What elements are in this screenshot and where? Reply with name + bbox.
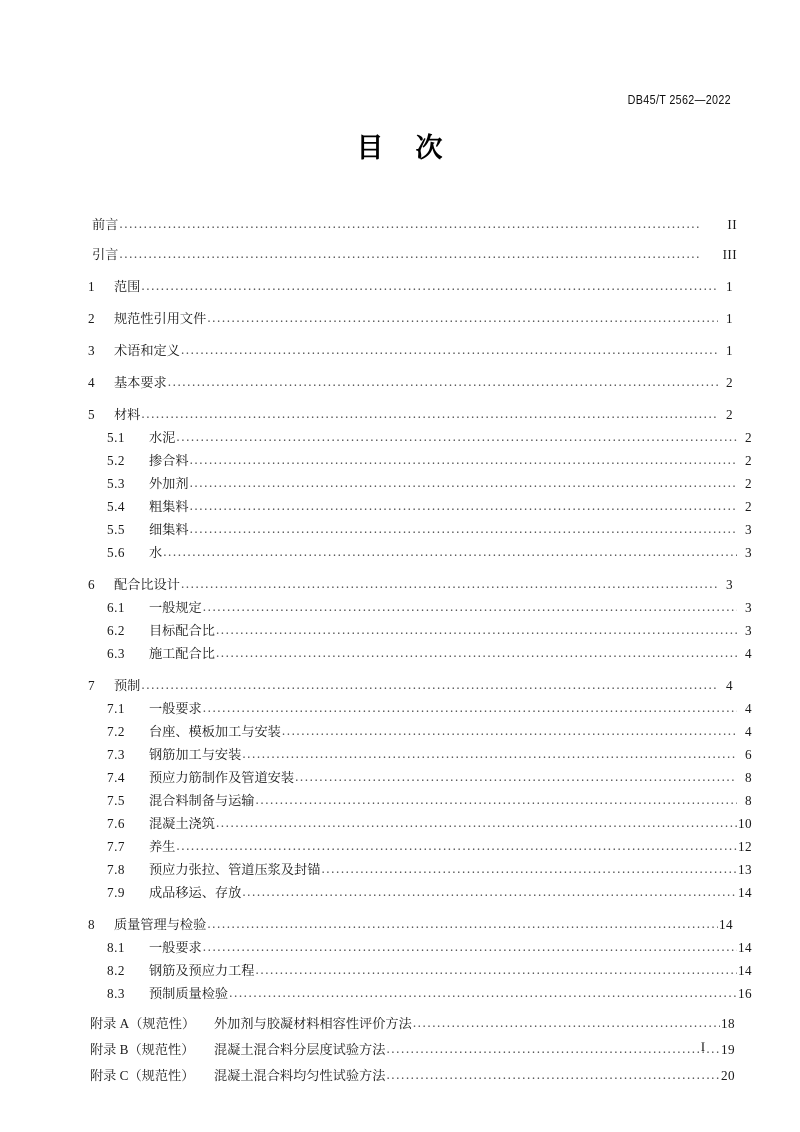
toc-entry[interactable]: [88, 637, 752, 660]
toc-dot-leader: [141, 279, 718, 292]
toc-dot-leader: [203, 940, 737, 953]
toc-dot-leader: [190, 499, 737, 512]
toc-entry-page-number: 13: [738, 861, 752, 877]
toc-entry[interactable]: [88, 467, 752, 490]
toc-entry[interactable]: [88, 563, 733, 591]
toc-entry-label: 钢筋加工与安装: [149, 746, 242, 762]
toc-entry-page-number: 12: [738, 838, 752, 854]
toc-dot-leader: [190, 476, 737, 489]
toc-entry[interactable]: [88, 421, 752, 444]
toc-entry-label: 一般要求: [149, 700, 202, 716]
toc-dot-leader: [386, 1068, 720, 1081]
toc-dot-leader: [181, 577, 718, 590]
toc-entry-label: 规范性引用文件: [114, 310, 207, 326]
toc-dot-leader: [119, 217, 722, 230]
toc-entry[interactable]: [88, 591, 752, 614]
toc-entry-label: 混凝土混合料分层度试验方法: [214, 1041, 386, 1057]
toc-entry[interactable]: [88, 954, 752, 977]
toc-entry-page-number: 3: [745, 544, 752, 560]
toc-entry-label: 养生: [149, 838, 176, 854]
toc-entry-number: 7.6: [107, 815, 125, 831]
toc-entry-number: 6: [88, 576, 96, 592]
toc-entry-label: 掺合料: [149, 452, 189, 468]
toc-entry-number: 5.5: [107, 521, 125, 537]
toc-entry-label: 基本要求: [114, 374, 167, 390]
toc-dot-leader: [256, 963, 738, 976]
toc-entry[interactable]: [88, 1056, 735, 1082]
toc-entry[interactable]: [88, 513, 752, 536]
toc-entry-number: 7: [88, 677, 96, 693]
toc-entry-number: 7.9: [107, 884, 125, 900]
toc-entry[interactable]: [88, 692, 752, 715]
toc-dot-leader: [141, 407, 718, 420]
toc-entry[interactable]: [88, 807, 752, 830]
toc-entry-label: 预制质量检验: [149, 985, 229, 1001]
toc-entry-page-number: 14: [738, 962, 752, 978]
toc-dot-leader: [229, 986, 737, 999]
toc-entry[interactable]: [88, 664, 733, 692]
toc-entry-page-number: 20: [721, 1067, 735, 1083]
toc-entry-page-number: 19: [721, 1041, 735, 1057]
toc-entry[interactable]: [88, 201, 737, 231]
toc-entry[interactable]: [88, 231, 737, 261]
toc-entry[interactable]: [88, 876, 752, 899]
toc-entry-label: 一般要求: [149, 939, 202, 955]
toc-dot-leader: [216, 646, 737, 659]
toc-dot-leader: [190, 453, 737, 466]
toc-entry[interactable]: [88, 444, 752, 467]
toc-entry[interactable]: [88, 393, 733, 421]
toc-entry-page-number: 18: [721, 1015, 735, 1031]
toc-entry[interactable]: [88, 490, 752, 513]
footer-page-number: I: [700, 1040, 705, 1054]
toc-appendix-designator: 附录 A（规范性）: [90, 1015, 196, 1031]
toc-entry[interactable]: [88, 265, 733, 293]
toc-dot-leader: [216, 623, 737, 636]
toc-entry[interactable]: [88, 830, 752, 853]
toc-dot-leader: [216, 816, 737, 829]
toc-entry-page-number: II: [727, 216, 737, 232]
toc-entry-page-number: 4: [726, 677, 733, 693]
toc-dot-leader: [203, 600, 737, 613]
toc-entry-page-number: 8: [745, 792, 752, 808]
toc-entry-number: 7.7: [107, 838, 125, 854]
toc-entry-label: 钢筋及预应力工程: [149, 962, 255, 978]
toc-entry-number: 8.1: [107, 939, 125, 955]
toc-entry-number: 6.2: [107, 622, 125, 638]
toc-dot-leader: [242, 885, 737, 898]
toc-entry-page-number: 16: [738, 985, 752, 1001]
toc-entry-number: 1: [88, 278, 96, 294]
toc-entry-page-number: 14: [719, 916, 733, 932]
toc-entry-number: 3: [88, 342, 96, 358]
toc-entry[interactable]: [88, 536, 752, 559]
toc-entry-number: 4: [88, 374, 96, 390]
toc-dot-leader: [176, 839, 737, 852]
toc-entry-page-number: 1: [726, 278, 733, 294]
toc-entry[interactable]: [88, 977, 752, 1000]
toc-entry-number: 5.6: [107, 544, 125, 560]
toc-entry-number: 8.2: [107, 962, 125, 978]
toc-dot-leader: [119, 247, 721, 260]
toc-entry-number: 2: [88, 310, 96, 326]
toc-entry-number: 5.2: [107, 452, 125, 468]
toc-entry-number: 5.4: [107, 498, 125, 514]
toc-dot-leader: [295, 770, 737, 783]
toc-entry[interactable]: [88, 761, 752, 784]
toc-entry-number: 6.3: [107, 645, 125, 661]
toc-entry-page-number: 1: [726, 342, 733, 358]
toc-entry-page-number: III: [722, 246, 737, 262]
toc-entry-page-number: 2: [745, 429, 752, 445]
toc-entry[interactable]: [88, 903, 733, 931]
toc-entry[interactable]: [88, 715, 752, 738]
toc-entry-label: 目标配合比: [149, 622, 215, 638]
toc-entry-label: 外加剂与胶凝材料相容性评价方法: [214, 1015, 412, 1031]
toc-dot-leader: [168, 375, 718, 388]
toc-entry-number: 7.3: [107, 746, 125, 762]
toc-entry-label: 范围: [114, 278, 141, 294]
toc-entry-label: 引言: [92, 246, 119, 262]
toc-entry-label: 配合比设计: [114, 576, 180, 592]
toc-entry-number: 7.5: [107, 792, 125, 808]
toc-entry-page-number: 14: [738, 939, 752, 955]
toc-entry-label: 材料: [114, 406, 141, 422]
toc-entry-page-number: 14: [738, 884, 752, 900]
toc-entry-page-number: 10: [738, 815, 752, 831]
toc-entry-page-number: 2: [745, 452, 752, 468]
toc-entry-label: 质量管理与检验: [114, 916, 207, 932]
toc-entry[interactable]: [88, 853, 752, 876]
toc-entry-page-number: 2: [726, 406, 733, 422]
toc-entry-page-number: 3: [745, 622, 752, 638]
toc-dot-leader: [207, 917, 718, 930]
toc-dot-leader: [190, 522, 737, 535]
table-of-contents: [88, 201, 752, 1083]
toc-dot-leader: [203, 701, 737, 714]
toc-dot-leader: [207, 311, 718, 324]
toc-entry[interactable]: [88, 784, 752, 807]
toc-dot-leader: [176, 430, 737, 443]
toc-entry-number: 5: [88, 406, 96, 422]
toc-dot-leader: [413, 1016, 720, 1029]
toc-dot-leader: [282, 724, 737, 737]
toc-entry-label: 混凝土浇筑: [149, 815, 215, 831]
toc-entry[interactable]: [88, 931, 752, 954]
toc-entry-page-number: 6: [745, 746, 752, 762]
toc-dot-leader: [163, 545, 737, 558]
toc-entry-label: 外加剂: [149, 475, 189, 491]
toc-entry-label: 预应力张拉、管道压浆及封锚: [149, 861, 321, 877]
toc-dot-leader: [321, 862, 737, 875]
toc-entry-number: 7.8: [107, 861, 125, 877]
toc-entry-number: 5.3: [107, 475, 125, 491]
toc-entry-number: 8.3: [107, 985, 125, 1001]
toc-entry-page-number: 3: [745, 599, 752, 615]
toc-entry[interactable]: [88, 361, 733, 389]
toc-entry-label: 一般规定: [149, 599, 202, 615]
toc-entry-label: 术语和定义: [114, 342, 180, 358]
page-title: 目 次: [356, 133, 444, 163]
toc-entry-label: 预制: [114, 677, 141, 693]
toc-dot-leader: [242, 747, 737, 760]
toc-appendix-designator: 附录 C（规范性）: [90, 1067, 195, 1083]
toc-entry-page-number: 2: [745, 498, 752, 514]
toc-entry-label: 细集料: [149, 521, 189, 537]
toc-entry[interactable]: [88, 1004, 735, 1030]
toc-entry-page-number: 2: [745, 475, 752, 491]
toc-entry-page-number: 3: [745, 521, 752, 537]
toc-entry-label: 粗集料: [149, 498, 189, 514]
toc-entry-label: 混凝土混合料均匀性试验方法: [214, 1067, 386, 1083]
standard-code-header: DB45/T 2562—2022: [627, 93, 731, 107]
toc-entry[interactable]: [88, 297, 733, 325]
toc-entry-page-number: 4: [745, 723, 752, 739]
toc-entry-page-number: 1: [726, 310, 733, 326]
toc-entry-page-number: 3: [726, 576, 733, 592]
toc-entry-label: 混合料制备与运输: [149, 792, 255, 808]
toc-entry-number: 7.4: [107, 769, 125, 785]
toc-entry-page-number: 4: [745, 700, 752, 716]
toc-entry-label: 水: [149, 544, 163, 560]
toc-entry-page-number: 8: [745, 769, 752, 785]
toc-dot-leader: [181, 343, 718, 356]
toc-entry-number: 6.1: [107, 599, 125, 615]
toc-entry[interactable]: [88, 614, 752, 637]
toc-dot-leader: [256, 793, 738, 806]
toc-entry-label: 施工配合比: [149, 645, 215, 661]
toc-entry-page-number: 2: [726, 374, 733, 390]
toc-entry[interactable]: [88, 738, 752, 761]
toc-entry[interactable]: [88, 329, 733, 357]
toc-entry-number: 7.1: [107, 700, 125, 716]
toc-entry-number: 7.2: [107, 723, 125, 739]
toc-entry-page-number: 4: [745, 645, 752, 661]
toc-entry-number: 8: [88, 916, 96, 932]
toc-entry-label: 成品移运、存放: [149, 884, 242, 900]
toc-entry-label: 预应力筋制作及管道安装: [149, 769, 295, 785]
toc-dot-leader: [141, 678, 718, 691]
toc-entry-label: 前言: [92, 216, 119, 232]
toc-appendix-designator: 附录 B（规范性）: [90, 1041, 195, 1057]
toc-entry-label: 台座、模板加工与安装: [149, 723, 281, 739]
toc-entry-number: 5.1: [107, 429, 125, 445]
toc-entry-label: 水泥: [149, 429, 176, 445]
